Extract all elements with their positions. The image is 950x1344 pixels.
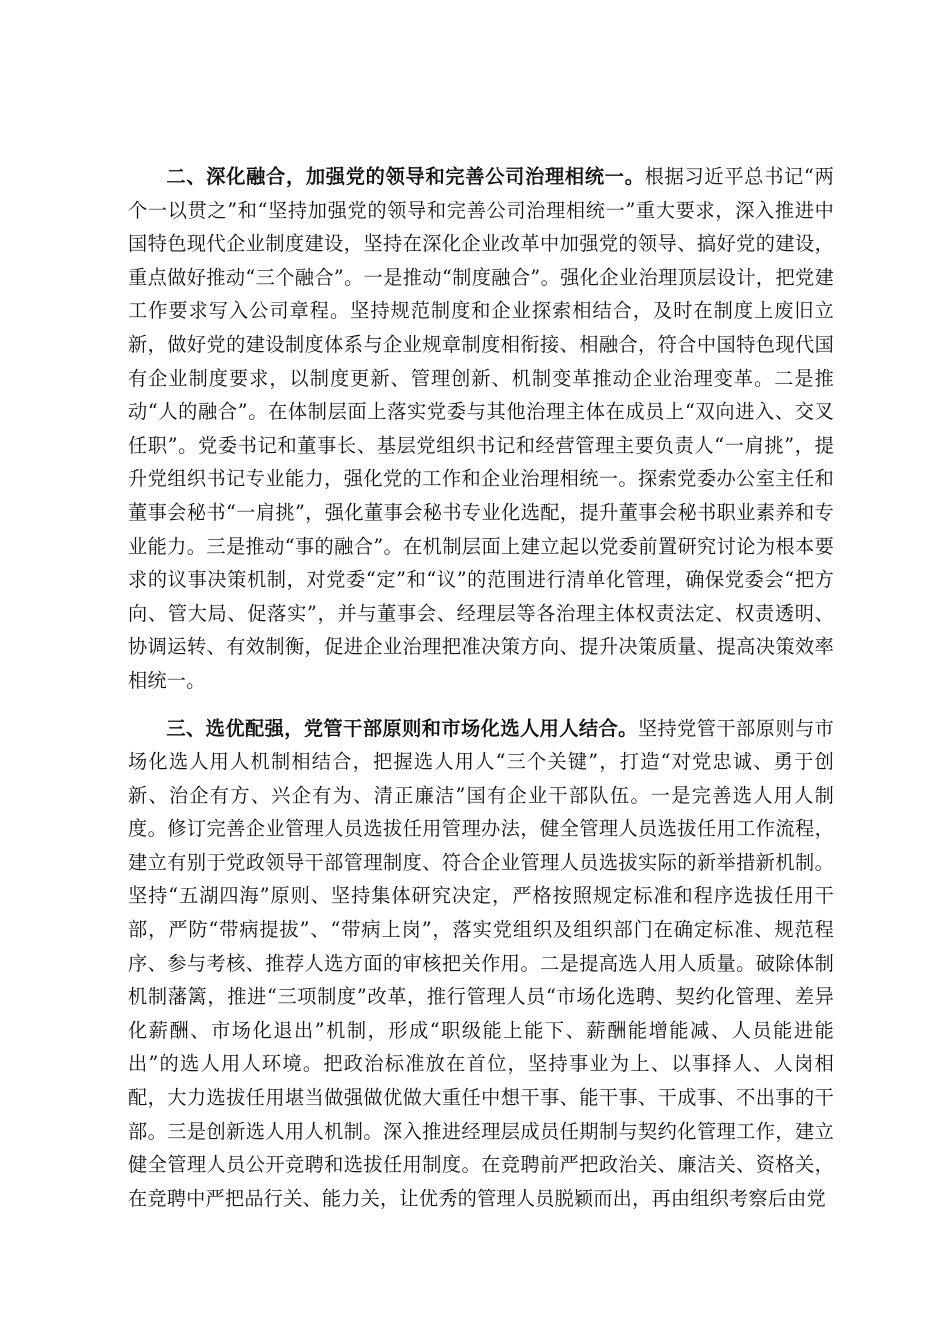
paragraph-section-2	[128, 160, 834, 698]
paragraph-section-3	[128, 712, 834, 1216]
paragraph-body: 坚持党管干部原则与市场化选人用人机制相结合，把握选人用人“三个关键”，打造“对党忠诚、勇于创新、治企有方、兴企有为、清正廉洁”国有企业干部队伍。一是完善选人用人制度。修订完善企业管理人员选拔任用管理办法，健全管理人员选拔任用工作流程，建立有别于党政领导干部管理制度、符合企业管理人员选拔实际的新举措新机制。坚持“五湖四海”原则、坚持集体研究决定，严格按照规定标准和程序选拔任用干部，严防“带病提拔”、“带病上岗”，落实党组织及组织部门在确定标准、规范程序、参与考核、推荐人选方面的审核把关作用。二是提高选人用人质量。破除体制机制藩篱，推进“三项制度”改革，推行管理人员“市场化选聘、契约化管理、差异化薪酬、市场化退出”机制，形成“职级能上能下、薪酬能增能减、人员能进能出”的选人用人环境。把政治标准放在首位，坚持事业为上、以事择人、人岗相配，大力选拔任用堪当做强做优做大重任中想干事、能干事、干成事、不出事的干部。三是创新选人用人机制。深入推进经理层成员任期制与契约化管理工作，建立健全管理人员公开竞聘和选拔任用制度。在竞聘前严把政治关、廉洁关、资格关，在竞聘中严把品行关、能力关，让优秀的管理人员脱颖而出，再由组织考察后由党	[128, 716, 834, 1210]
document-page	[128, 160, 834, 1215]
section-heading: 二、深化融合，加强党的领导和完善公司治理相统一。	[166, 165, 645, 188]
paragraph-body: 根据习近平总书记“两个一以贯之”和“坚持加强党的领导和完善公司治理相统一”重大要求，深入推进中国特色现代企业制度建设，坚持在深化企业改革中加强党的领导、搞好党的建设，重点做好推动“三个融合”。一是推动“制度融合”。强化企业治理顶层设计，把党建工作要求写入公司章程。坚持规范制度和企业探索相结合，及时在制度上废旧立新，做好党的建设制度体系与企业规章制度相衔接、相融合，符合中国特色现代国有企业制度要求，以制度更新、管理创新、机制变革推动企业治理变革。二是推动“人的融合”。在体制层面上落实党委与其他治理主体在成员上“双向进入、交叉任职”。党委书记和董事长、基层党组织书记和经营管理主要负责人“一肩挑”，提升党组织书记专业能力，强化党的工作和企业治理相统一。探索党委办公室主任和董事会秘书“一肩挑”，强化董事会秘书专业化选配，提升董事会秘书职业素养和专业能力。三是推动“事的融合”。在机制层面上建立起以党委前置研究讨论为根本要求的议事决策机制，对党委“定”和“议”的范围进行清单化管理，确保党委会“把方向、管大局、促落实”，并与董事会、经理层等各治理主体权责法定、权责透明、协调运转、有效制衡，促进企业治理把准决策方向、提升决策质量、提高决策效率相统一。	[128, 165, 834, 692]
section-heading: 三、选优配强，党管干部原则和市场化选人用人结合。	[166, 716, 638, 740]
